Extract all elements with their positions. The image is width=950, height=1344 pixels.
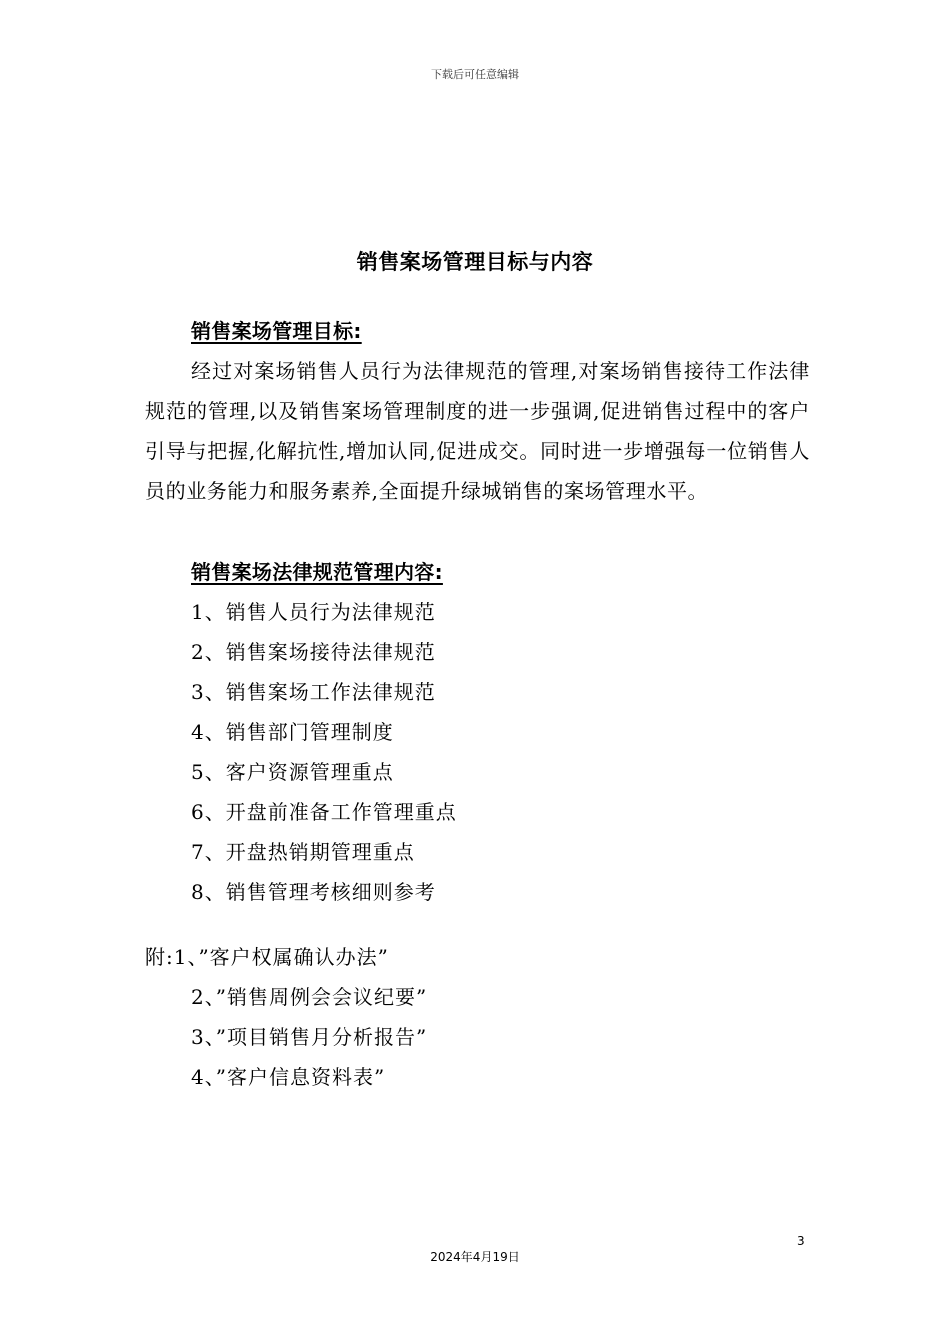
section-heading-content: 销售案场法律规范管理内容:	[191, 560, 443, 584]
document-title: 销售案场管理目标与内容	[356, 250, 594, 274]
list-item: 1、销售人员行为法律规范	[191, 600, 436, 624]
appendix-item: 2、”销售周例会会议纪要”	[191, 985, 428, 1009]
footer-date: 2024年4月19日	[430, 1250, 520, 1264]
section-management-content	[145, 552, 810, 912]
appendix-item: 4、”客户信息资料表”	[191, 1065, 386, 1089]
goals-paragraph: 经过对案场销售人员行为法律规范的管理,对案场销售接待工作法律规范的管理,以及销售案场管理制度的进一步强调,促进销售过程中的客户引导与把握,化解抗性,增加认同,促进成交。同时进一步增强每一位销售人员的业务能力和服务素养,全面提升绿城销售的案场管理水平。	[145, 359, 810, 503]
section-heading-goals: 销售案场管理目标:	[191, 319, 362, 343]
list-item: 7、开盘热销期管理重点	[191, 840, 415, 864]
section-management-goals	[145, 311, 810, 511]
appendix-item: 附:1、”客户权属确认办法”	[145, 945, 389, 969]
list-item: 6、开盘前准备工作管理重点	[191, 800, 457, 824]
list-item: 4、销售部门管理制度	[191, 720, 394, 744]
appendix-item: 3、”项目销售月分析报告”	[191, 1025, 428, 1049]
list-item: 2、销售案场接待法律规范	[191, 640, 436, 664]
list-item: 3、销售案场工作法律规范	[191, 680, 436, 704]
list-item: 5、客户资源管理重点	[191, 760, 394, 784]
page-number: 3	[797, 1234, 805, 1248]
list-item: 8、销售管理考核细则参考	[191, 880, 436, 904]
page-header-note: 下载后可任意编辑	[431, 68, 519, 81]
appendix-section	[145, 937, 810, 1097]
